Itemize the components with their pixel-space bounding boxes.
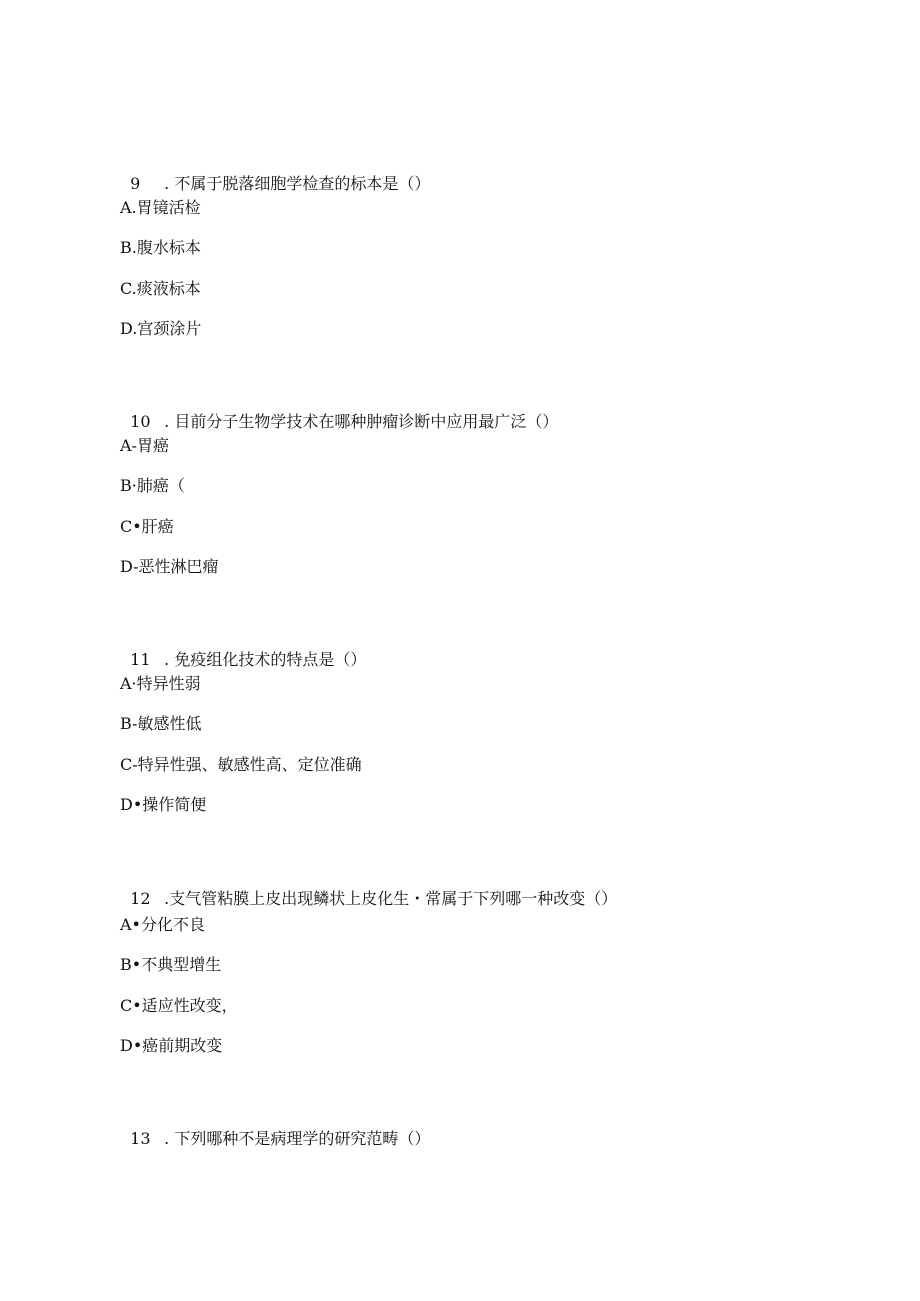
question-10-option-b: B·肺癌（ [120, 476, 185, 495]
question-9-option-d: D.宫颈涂片 [120, 319, 202, 338]
question-11-option-d: D•操作简便 [120, 795, 207, 814]
question-9-option-c: C.痰液标本 [120, 279, 201, 298]
question-10-option-a: A-胃癌 [120, 436, 169, 455]
question-12-stem [120, 869, 617, 909]
question-10-stem [120, 392, 558, 432]
question-11-option-c: C-特异性强、敏感性高、定位准确 [120, 755, 362, 774]
question-text: . 不属于脱落细胞学检查的标本是（） [164, 174, 431, 193]
question-text: . 目前分子生物学技术在哪种肿瘤诊断中应用最广泛（） [164, 412, 559, 431]
question-12-option-d: D•癌前期改变 [120, 1036, 223, 1055]
question-number: 13 [130, 1129, 151, 1148]
question-text: . 下列哪种不是病理学的研究范畴（） [164, 1129, 431, 1148]
question-text: .支气管粘膜上皮出现鳞状上皮化生・常属于下列哪一种改变（） [164, 889, 618, 908]
question-text: . 免疫组化技术的特点是（） [164, 650, 367, 669]
question-10-option-c: C•肝癌 [120, 517, 174, 536]
question-9-option-b: B.腹水标本 [120, 238, 201, 257]
question-number: 10 [130, 412, 151, 431]
question-12-option-b: B•不典型增生 [120, 955, 222, 974]
question-11-option-a: A·特异性弱 [120, 674, 201, 693]
question-12-option-c: C•适应性改变， [120, 996, 238, 1015]
question-11-stem [120, 630, 366, 670]
question-number: 12 [130, 889, 151, 908]
question-9-option-a: A.胃镜活检 [120, 198, 201, 217]
question-9-stem [120, 154, 430, 194]
question-number: 9 [130, 174, 141, 193]
question-12-option-a: A•分化不良 [120, 915, 205, 934]
question-11-option-b: B-敏感性低 [120, 714, 202, 733]
question-number: 11 [130, 650, 151, 669]
question-13-stem [120, 1109, 430, 1149]
question-10-option-d: D-恶性淋巴瘤 [120, 557, 219, 576]
